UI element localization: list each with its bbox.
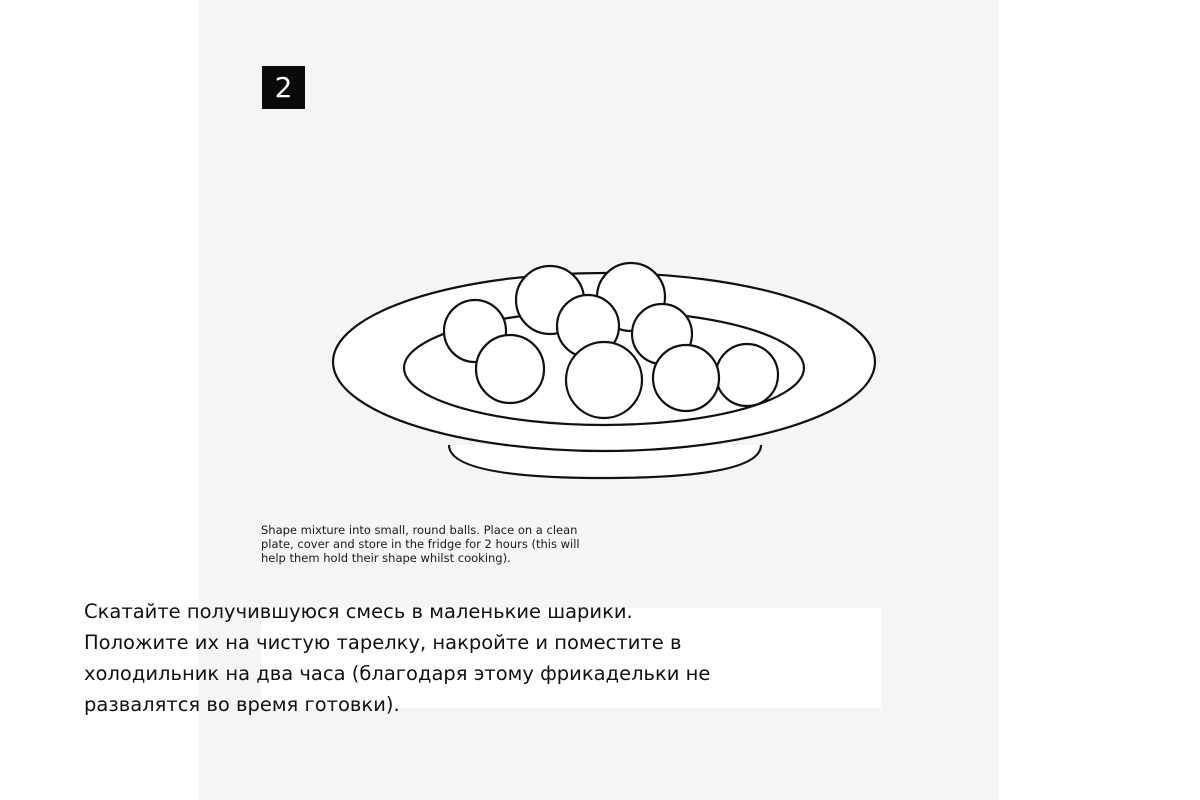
step-caption-english: Shape mixture into small, round balls. Place on a clean plate, cover and store in the fridge for 2 hours (this will help them hold their shape whilst cooking).	[261, 523, 580, 565]
meatball	[653, 345, 719, 411]
step-caption-russian: Скатайте получившуюся смесь в маленькие шарики. Положите их на чистую тарелку, накройте и поместите в холодильник на два часа (благодаря этому фрикадельки не развалятся во время готовки).	[84, 600, 711, 716]
step-number-badge: 2	[262, 66, 305, 109]
meatball	[716, 344, 778, 406]
meatball	[566, 342, 642, 418]
meatball	[476, 335, 544, 403]
